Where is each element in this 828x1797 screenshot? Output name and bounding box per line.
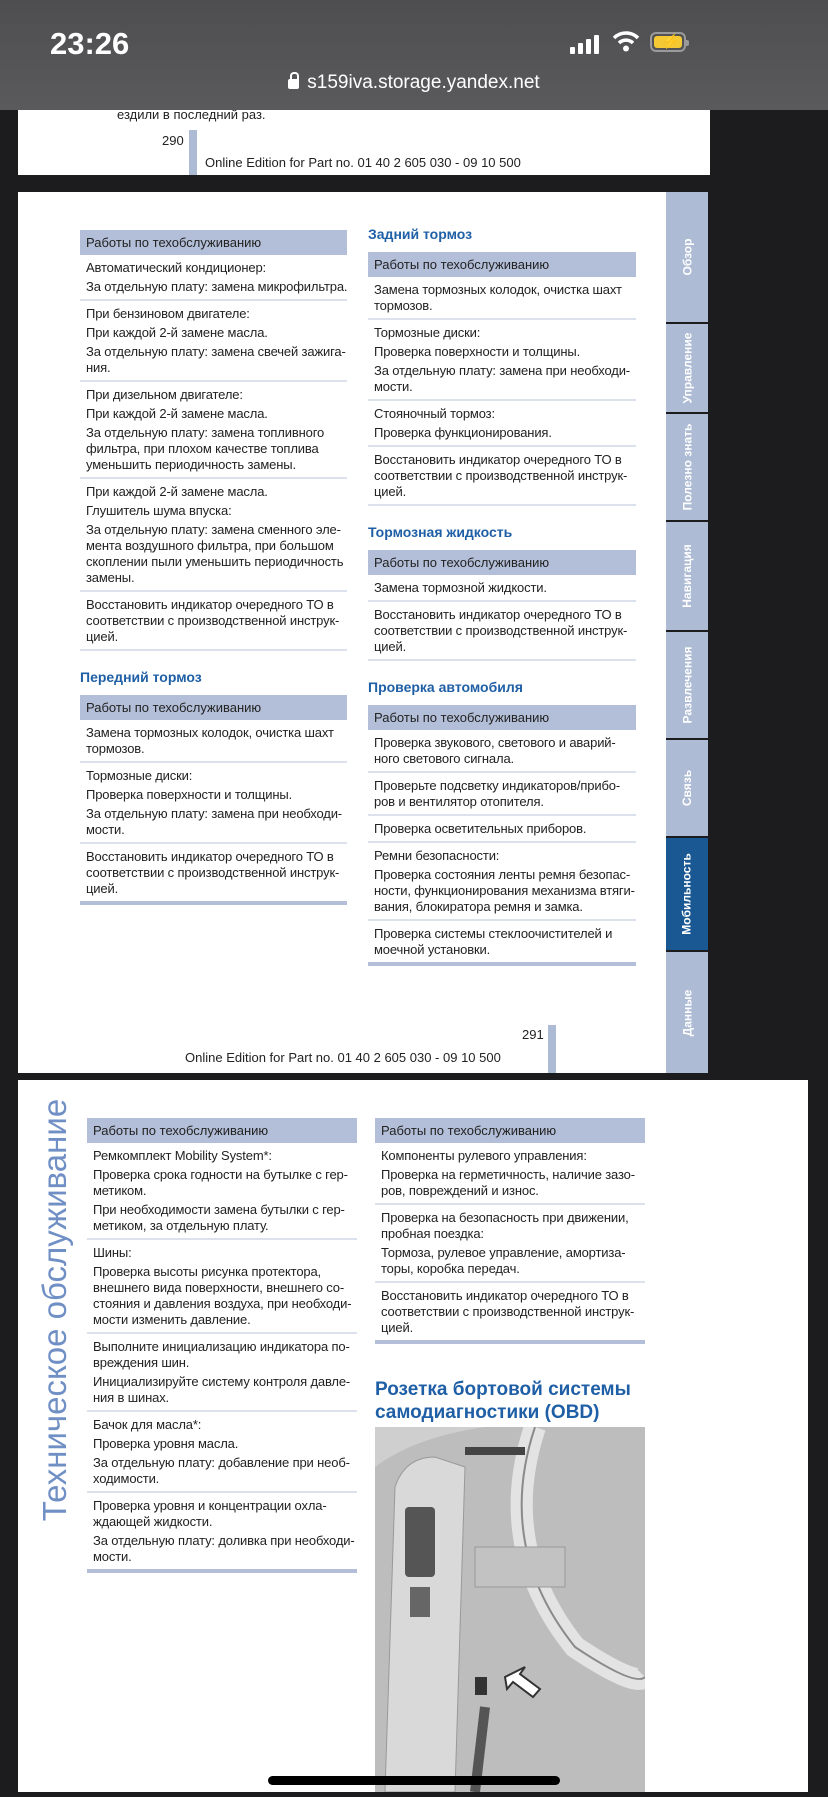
row-text: Восстановить индикатор очередного ТО в соответствии с производственной инструк- цией.: [374, 452, 628, 499]
status-bar: [0, 0, 828, 110]
table-row: [87, 1412, 357, 1493]
tab-label: Данные: [680, 989, 695, 1036]
tab-0[interactable]: [666, 192, 708, 322]
left-column: [80, 230, 347, 905]
row-text: Стояночный тормоз:: [374, 406, 495, 421]
row-text: Тормоза, рулевое управление, амортиза- торы, коробка передач.: [381, 1245, 626, 1276]
tab-label: Полезно знать: [680, 423, 694, 511]
right-column: [368, 226, 636, 966]
table-row: [80, 720, 347, 763]
table-row: [87, 1143, 357, 1240]
row-text: При бензиновом двигателе:: [86, 306, 250, 321]
row-text: Проверка на безопасность при движении, пробная поездка:: [381, 1210, 629, 1241]
table-row: [368, 730, 636, 773]
page-number: 290: [162, 133, 184, 148]
table-row: [375, 1283, 645, 1344]
row-text: Проверьте подсветку индикаторов/прибо- ров и вентилятор отопителя.: [374, 778, 621, 809]
right-column: [375, 1118, 645, 1344]
row-text: Ремни безопасности:: [374, 848, 500, 863]
row-text: Выполните инициализацию индикатора по- вреждения шин.: [93, 1339, 350, 1370]
left-column: [87, 1118, 357, 1573]
row-text: Замена тормозных колодок, очистка шахт тормозов.: [374, 282, 622, 313]
chapter-title: Техническое обслуживание: [36, 1098, 73, 1522]
section-heading: Передний тормоз: [80, 669, 202, 685]
table-row: [368, 602, 636, 661]
table-row: [375, 1143, 645, 1205]
row-text: Замена тормозных колодок, очистка шахт тормозов.: [86, 725, 334, 756]
row-text: Проверка поверхности и толщины.: [86, 787, 293, 802]
row-text: Глушитель шума впуска:: [86, 503, 232, 518]
tab-1[interactable]: [666, 324, 708, 412]
row-text: Тормозные диски:: [374, 325, 481, 340]
table-row: [375, 1205, 645, 1283]
page-footer: Online Edition for Part no. 01 40 2 605 030 - 09 10 500: [205, 155, 521, 170]
row-text: Инициализируйте систему контроля давле- ния в шинах.: [93, 1374, 351, 1405]
row-text: За отдельную плату: замена микрофильтра.: [86, 279, 348, 294]
page-290: [18, 110, 710, 175]
table-row: [87, 1240, 357, 1334]
table-row: [87, 1334, 357, 1412]
row-text: Проверка функционирования.: [374, 425, 552, 440]
battery-icon: ⚡: [650, 32, 686, 52]
wifi-icon: [612, 30, 640, 52]
table-row: [368, 575, 636, 602]
page-number: 291: [522, 1027, 544, 1042]
row-text: Автоматический кондиционер:: [86, 260, 266, 275]
table-header: Работы по техобслуживанию: [80, 695, 347, 720]
tab-6[interactable]: [666, 838, 708, 950]
page-291: [18, 192, 666, 1073]
clock: 23:26: [50, 26, 130, 61]
section-heading: Тормозная жидкость: [368, 524, 513, 540]
table-row: [80, 763, 347, 844]
table-row: [80, 592, 347, 651]
tab-7[interactable]: [666, 952, 708, 1073]
table-row: [80, 255, 347, 301]
tab-2[interactable]: [666, 414, 708, 520]
row-text: Ремкомплект Mobility System*:: [93, 1148, 272, 1163]
row-text: Восстановить индикатор очередного ТО в соответствии с производственной инструк- цией.: [374, 607, 628, 654]
table-row: [80, 479, 347, 592]
table-row: [80, 301, 347, 382]
row-text: Восстановить индикатор очередного ТО в соответствии с производственной инструк- цией.: [381, 1288, 635, 1335]
table-header: Работы по техобслуживанию: [375, 1118, 645, 1143]
row-text: При каждой 2-й замене масла.: [86, 406, 268, 421]
table-header: Работы по техобслуживанию: [368, 550, 636, 575]
body-text: ездили в последний раз.: [117, 110, 266, 122]
row-text: Проверка высоты рисунка протектора, внешнего вида поверхности, внешнего со- стояния и давления воздуха, при необходи- мости изменить давление.: [93, 1264, 352, 1327]
tab-4[interactable]: [666, 632, 708, 738]
table-header: Работы по техобслуживанию: [368, 252, 636, 277]
home-indicator[interactable]: [268, 1776, 560, 1785]
row-text: При каждой 2-й замене масла.: [86, 484, 268, 499]
page-marker: [189, 130, 197, 175]
table-row: [368, 816, 636, 843]
section-heading-obd: Розетка бортовой системы самодиагностики (OBD): [375, 1379, 631, 1423]
row-text: Восстановить индикатор очередного ТО в соответствии с производственной инструк- цией.: [86, 849, 340, 896]
row-text: За отдельную плату: замена при необходи- мости.: [86, 806, 342, 837]
row-text: При необходимости замена бутылки с гер- метиком, за отдельную плату.: [93, 1202, 345, 1233]
chapter-tabs: [666, 192, 708, 1073]
row-text: Бачок для масла*:: [93, 1417, 202, 1432]
table-row: [80, 382, 347, 479]
row-text: За отдельную плату: доливка при необходи- мости.: [93, 1533, 355, 1564]
url-text: s159iva.storage.yandex.net: [307, 72, 540, 93]
table-header: Работы по техобслуживанию: [87, 1118, 357, 1143]
row-text: Восстановить индикатор очередного ТО в соответствии с производственной инструк- цией.: [86, 597, 340, 644]
tab-label: Развлечения: [680, 646, 694, 724]
row-text: Проверка осветительных приборов.: [374, 821, 587, 836]
row-text: Проверка уровня масла.: [93, 1436, 239, 1451]
table-header: Работы по техобслуживанию: [368, 705, 636, 730]
row-text: Проверка на герметичность, наличие зазо- ров, повреждений и износ.: [381, 1167, 635, 1198]
address-bar[interactable]: [0, 72, 828, 94]
row-text: За отдельную плату: замена при необходи- мости.: [374, 363, 630, 394]
tab-label: Навигация: [680, 544, 694, 608]
tab-3[interactable]: [666, 522, 708, 630]
row-text: Проверка уровня и концентрации охла- ждающей жидкости.: [93, 1498, 327, 1529]
table-row: [87, 1493, 357, 1573]
table-header: Работы по техобслуживанию: [80, 230, 347, 255]
row-text: За отдельную плату: замена топливного фильтра, при плохом качестве топлива уменьшить периодичность замены.: [86, 425, 325, 472]
page-marker: [548, 1025, 556, 1073]
row-text: За отдельную плату: замена сменного эле- мента воздушного фильтра, при большом скоплении пыли уменьшить периодичность замены.: [86, 522, 344, 585]
row-text: Шины:: [93, 1245, 132, 1260]
lock-icon: [288, 79, 299, 89]
row-text: Проверка состояния ленты ремня безопас- ности, функционирования механизма втяги- вания, блокиратора ремня и замка.: [374, 867, 635, 914]
table-row: [368, 447, 636, 506]
row-text: За отдельную плату: добавление при необ- ходимости.: [93, 1455, 350, 1486]
tab-label: Обзор: [679, 238, 694, 276]
table-row: [80, 844, 347, 905]
table-row: [368, 277, 636, 320]
row-text: При дизельном двигателе:: [86, 387, 243, 402]
row-text: Проверка системы стеклоочистителей и моечной установки.: [374, 926, 613, 957]
table-row: [368, 921, 636, 966]
section-heading: Проверка автомобиля: [368, 679, 523, 695]
row-text: За отдельную плату: замена свечей зажига- ния.: [86, 344, 346, 375]
row-text: Проверка срока годности на бутылке с гер- метиком.: [93, 1167, 348, 1198]
row-text: Компоненты рулевого управления:: [381, 1148, 587, 1163]
row-text: Проверка звукового, светового и аварий- ного светового сигнала.: [374, 735, 616, 766]
tab-label: Мобильность: [680, 853, 694, 935]
tab-5[interactable]: [666, 740, 708, 836]
section-heading: Задний тормоз: [368, 226, 473, 242]
row-text: Проверка поверхности и толщины.: [374, 344, 581, 359]
table-row: [368, 320, 636, 401]
page-footer: Online Edition for Part no. 01 40 2 605 030 - 09 10 500: [185, 1050, 501, 1065]
row-text: Тормозные диски:: [86, 768, 193, 783]
row-text: При каждой 2-й замене масла.: [86, 325, 268, 340]
tab-label: Связь: [679, 769, 694, 807]
table-row: [368, 773, 636, 816]
table-row: [368, 843, 636, 921]
obd-socket-illustration: [375, 1427, 645, 1792]
cellular-signal-icon: [570, 34, 599, 54]
table-row: [368, 401, 636, 447]
tab-label: Управление: [680, 332, 695, 404]
row-text: Замена тормозной жидкости.: [374, 580, 547, 595]
